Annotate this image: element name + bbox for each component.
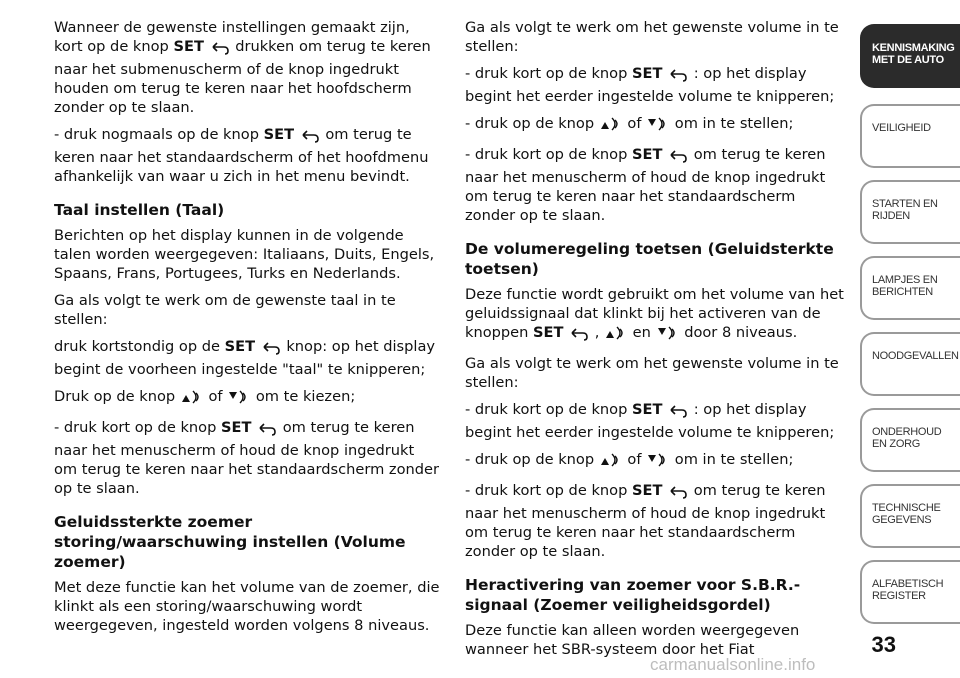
tab-noodgevallen[interactable]: NOODGEVALLEN <box>860 332 960 396</box>
set-button-label: SET <box>533 324 564 341</box>
paragraph: Berichten op het display kunnen in de volgende talen worden weergegeven: Italiaans, Duits, Engels, Spaans, Frans, Portugees, Turks en Nederlands. <box>54 227 435 282</box>
up-arrow-icon <box>181 389 203 410</box>
paragraph: Met deze functie kan het volume van de zoemer, die klinkt als een storing/waarschuwing wordt weergegeven, ingesteld worden volgens 8 niveaus. <box>54 579 440 634</box>
tab-lampjes-en-berichten[interactable]: LAMPJES EN BERICHTEN <box>860 256 960 320</box>
return-arrow-icon <box>210 41 230 60</box>
set-button-label: SET <box>173 38 204 55</box>
section-heading: De volumeregeling toetsen (Geluidsterkte toetsen) <box>465 240 834 278</box>
return-arrow-icon <box>668 485 688 504</box>
paragraph: - druk kort op de knop SET om terug te keren naar het menuscherm of houd de knop ingedrukt om terug te keren naar het standaardscherm zonder op te slaan. <box>465 146 826 224</box>
page-number: 33 <box>871 632 896 657</box>
paragraph: Deze functie kan alleen worden weergegeven wanneer het SBR-systeem door het Fiat <box>465 622 800 658</box>
set-button-label: SET <box>631 65 663 82</box>
section-heading: Geluidssterkte zoemer storing/waarschuwing instellen (Volume zoemer) <box>54 513 406 571</box>
set-button-label: SET <box>631 482 663 499</box>
up-arrow-icon <box>600 452 622 473</box>
paragraph: druk kortstondig op de SET knop: op het display begint de voorheen ingestelde "taal" te knipperen; <box>54 338 436 378</box>
up-arrow-icon <box>600 116 622 137</box>
down-arrow-icon <box>647 452 669 473</box>
set-button-label: SET <box>263 126 295 143</box>
paragraph: Deze functie wordt gebruikt om het volume van het geluidssignaal dat klinkt bij het activeren van de knoppen SET , en door 8 niveaus. <box>465 285 845 346</box>
set-button-label: SET <box>224 338 256 355</box>
right-column <box>465 18 845 667</box>
paragraph: - druk kort op de knop SET om terug te keren naar het menuscherm of houd de knop ingedrukt om terug te keren naar het standaardscherm zonder op te slaan. <box>465 482 826 560</box>
return-arrow-icon <box>668 149 688 168</box>
return-arrow-icon <box>569 327 589 346</box>
down-arrow-icon <box>228 389 250 410</box>
paragraph: - druk kort op de knop SET : op het display begint het eerder ingestelde volume te knipperen; <box>465 401 835 441</box>
return-arrow-icon <box>257 422 277 441</box>
chapter-tabs <box>856 0 960 678</box>
up-arrow-icon <box>605 325 627 346</box>
return-arrow-icon <box>668 404 688 423</box>
paragraph: - druk nogmaals op de knop SET om terug te keren naar het standaardscherm of het hoofdmenu afhankelijk van waar u zich in het menu bevindt. <box>54 126 429 185</box>
paragraph: Ga als volgt te werk om het gewenste volume in te stellen: <box>465 355 839 391</box>
paragraph: Ga als volgt te werk om de gewenste taal in te stellen: <box>54 292 396 328</box>
tab-technische-gegevens[interactable]: TECHNISCHE GEGEVENS <box>860 484 960 548</box>
paragraph: Druk op de knop of om te kiezen; <box>54 387 440 410</box>
paragraph: - druk kort op de knop SET om terug te keren naar het menuscherm of houd de knop ingedrukt om terug te keren naar het standaardscherm zonder op te slaan. <box>54 419 440 497</box>
paragraph: - druk op de knop of om in te stellen; <box>465 450 845 473</box>
section-heading: Taal instellen (Taal) <box>54 201 225 219</box>
tab-kennismaking[interactable]: KENNISMAKING MET DE AUTO <box>860 24 960 88</box>
return-arrow-icon <box>668 68 688 87</box>
paragraph: Ga als volgt te werk om het gewenste volume in te stellen: <box>465 19 839 55</box>
paragraph: - druk kort op de knop SET : op het display begint het eerder ingestelde volume te knipperen; <box>465 65 835 105</box>
set-button-label: SET <box>631 146 663 163</box>
down-arrow-icon <box>657 325 679 346</box>
tab-veiligheid[interactable]: VEILIGHEID <box>860 104 960 168</box>
paragraph: Wanneer de gewenste instellingen gemaakt zijn, kort op de knop SET drukken om terug te keren naar het submenuscherm of de knop ingedrukt houden om terug te keren naar het hoofdscherm zonder op te slaan. <box>54 19 431 116</box>
watermark: carmanualsonline.info <box>650 655 816 674</box>
set-button-label: SET <box>220 419 252 436</box>
return-arrow-icon <box>300 129 320 148</box>
tab-alfabetisch-register[interactable]: ALFABETISCH REGISTER <box>860 560 960 624</box>
tab-onderhoud-en-zorg[interactable]: ONDERHOUD EN ZORG <box>860 408 960 472</box>
return-arrow-icon <box>261 341 281 360</box>
tab-starten-en-rijden[interactable]: STARTEN EN RIJDEN <box>860 180 960 244</box>
left-column <box>54 18 440 643</box>
set-button-label: SET <box>631 401 663 418</box>
paragraph: - druk op de knop of om in te stellen; <box>465 114 845 137</box>
down-arrow-icon <box>647 116 669 137</box>
section-heading: Heractivering van zoemer voor S.B.R.-signaal (Zoemer veiligheidsgordel) <box>465 576 801 614</box>
